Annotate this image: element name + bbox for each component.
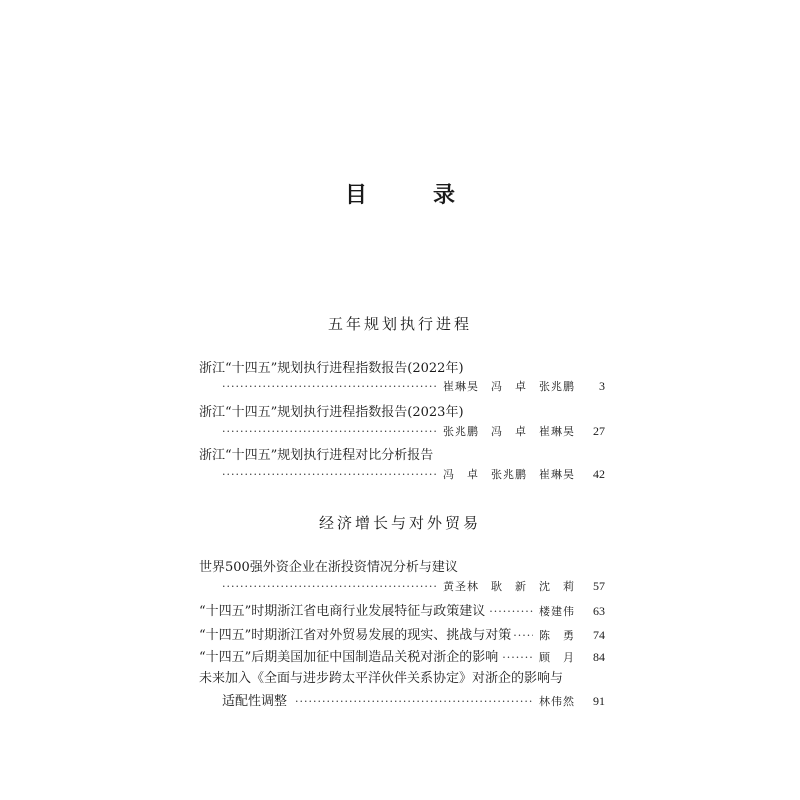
toc-entry-title: 世界500强外资企业在浙投资情况分析与建议 bbox=[199, 560, 458, 575]
toc-entry-authors: 楼建伟 bbox=[539, 605, 575, 618]
toc-entry-page: 63 bbox=[593, 604, 605, 618]
toc-entry-line bbox=[199, 600, 605, 619]
toc-entry-page: 42 bbox=[593, 467, 605, 481]
page-title: 目 录 bbox=[344, 182, 477, 208]
toc-entry-authors: 顾 月 bbox=[539, 651, 575, 664]
toc-entry-title: “十四五”时期浙江省电商行业发展特征与政策建议 bbox=[199, 604, 486, 619]
toc-entry-authors: 冯 卓 张兆鹏 崔琳昊 bbox=[443, 468, 575, 481]
toc-entry-title: 浙江“十四五”规划执行进程指数报告(2022年) bbox=[199, 361, 464, 376]
section-heading: 经济增长与对外贸易 bbox=[318, 514, 481, 532]
toc-entry-line bbox=[222, 378, 605, 394]
toc-entry-page: 91 bbox=[593, 694, 605, 708]
toc-entry-authors: 陈 勇 bbox=[539, 629, 575, 642]
toc-entry-line bbox=[199, 646, 605, 665]
toc-entry-title: 浙江“十四五”规划执行进程对比分析报告 bbox=[199, 448, 434, 463]
toc-entry-line bbox=[199, 624, 605, 643]
toc-entry-line bbox=[222, 423, 605, 439]
toc-entry-authors: 崔琳昊 冯 卓 张兆鹏 bbox=[443, 380, 575, 393]
leader-dots bbox=[222, 425, 437, 438]
toc-entry-line bbox=[222, 578, 605, 594]
toc-entry-title-continued: 适配性调整 bbox=[222, 694, 288, 709]
leader-dots bbox=[222, 580, 437, 593]
toc-entry-authors: 黄圣林 耿 新 沈 莉 bbox=[443, 580, 575, 593]
leader-dots bbox=[485, 605, 533, 618]
leader-dots bbox=[498, 651, 533, 664]
leader-dots bbox=[287, 695, 533, 708]
toc-entry-title: 浙江“十四五”规划执行进程指数报告(2023年) bbox=[199, 405, 464, 420]
toc-entry-page: 84 bbox=[593, 650, 605, 664]
toc-entry-page: 27 bbox=[593, 424, 605, 438]
toc-entry-title: “十四五”时期浙江省对外贸易发展的现实、挑战与对策 bbox=[199, 628, 512, 643]
toc-entry-page: 3 bbox=[599, 379, 605, 393]
toc-entry-title: 未来加入《全面与进步跨太平洋伙伴关系协定》对浙企的影响与 bbox=[199, 671, 564, 686]
toc-entry-authors: 林伟然 bbox=[539, 695, 575, 708]
toc-entry-title: “十四五”后期美国加征中国制造品关税对浙企的影响 bbox=[199, 650, 499, 665]
toc-entry-line bbox=[222, 466, 605, 482]
leader-dots bbox=[511, 629, 533, 642]
toc-entry-line bbox=[222, 690, 605, 709]
leader-dots bbox=[222, 380, 437, 393]
toc-entry-page: 74 bbox=[593, 628, 605, 642]
leader-dots bbox=[222, 468, 437, 481]
toc-entry-authors: 张兆鹏 冯 卓 崔琳昊 bbox=[443, 425, 575, 438]
toc-entry-page: 57 bbox=[593, 579, 605, 593]
section-heading: 五年规划执行进程 bbox=[327, 315, 472, 333]
